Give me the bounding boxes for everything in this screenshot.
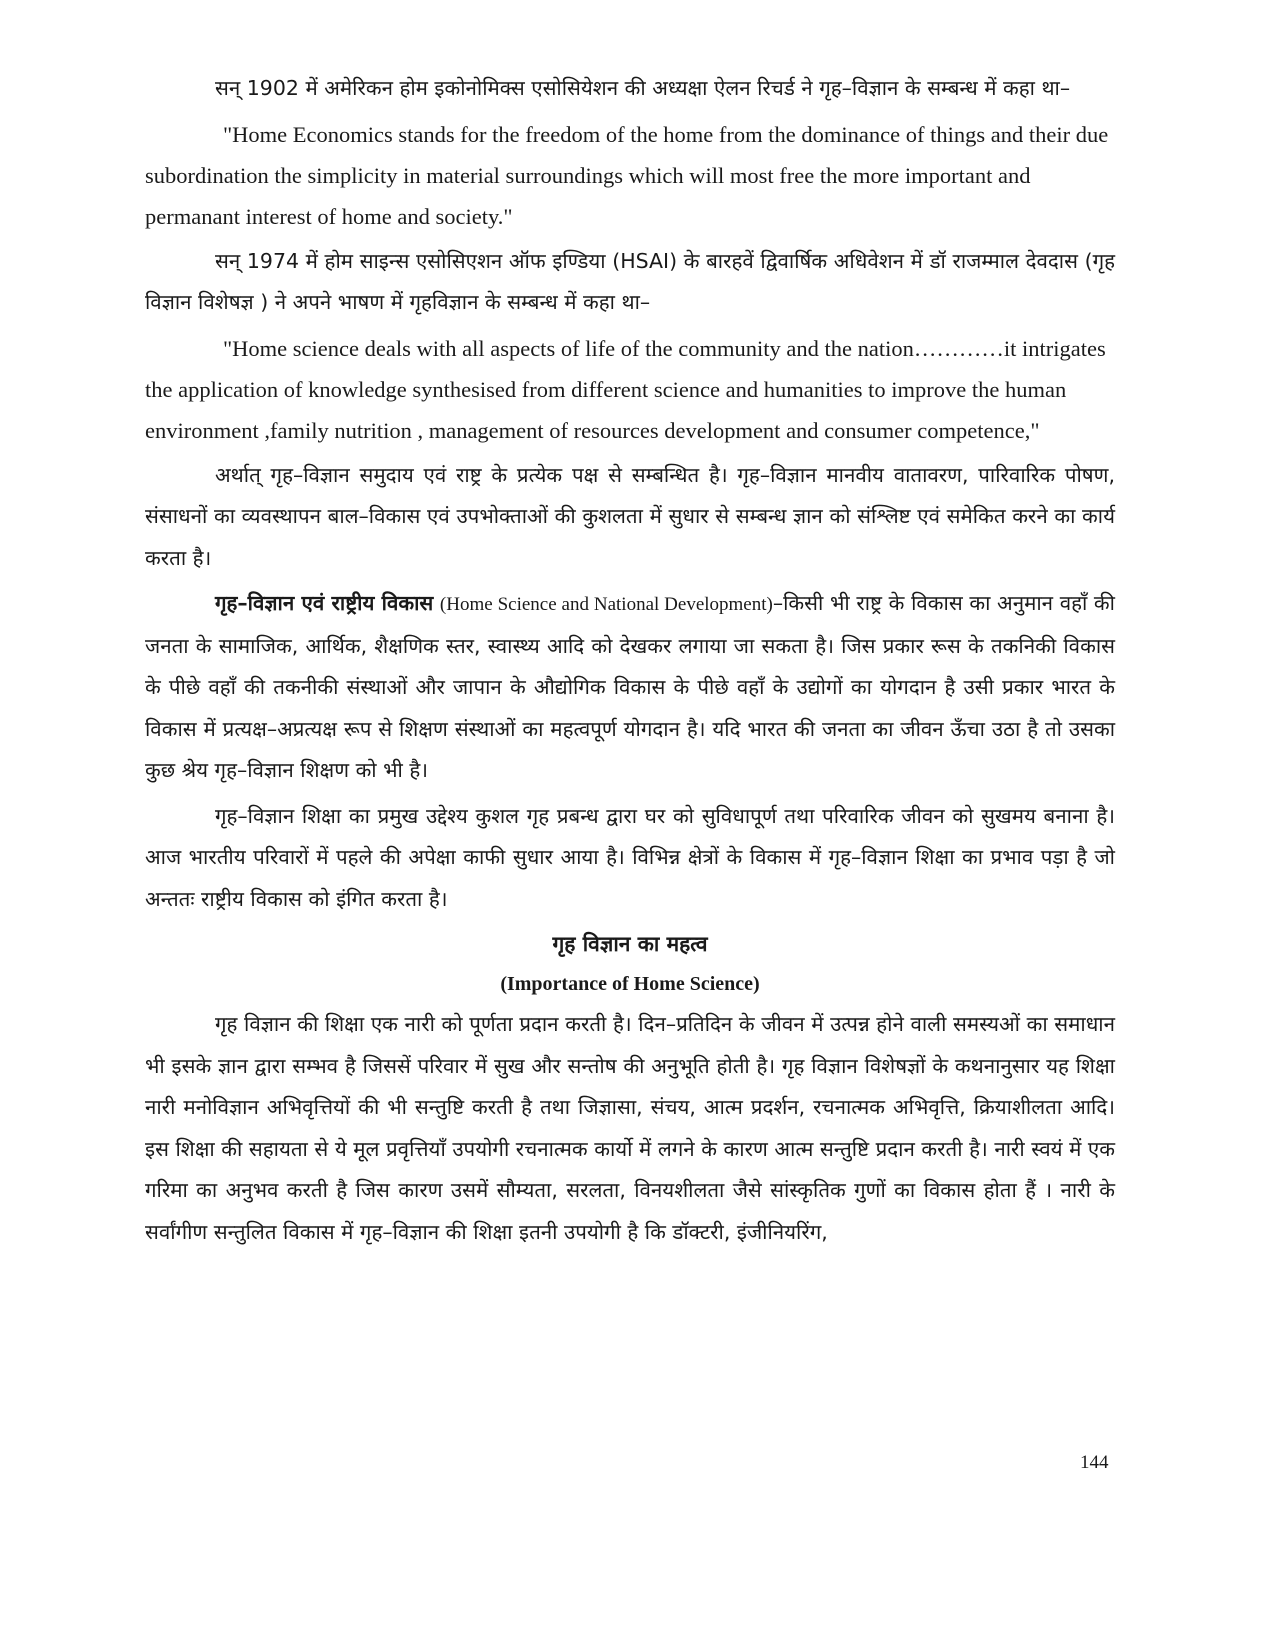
paragraph-summary: अर्थात् गृह–विज्ञान समुदाय एवं राष्ट्र के प्रत्येक पक्ष से सम्बन्धित है। गृह–विज्ञान मानवीय वातावरण, पारिवारिक पोषण, संसाधनों का व्यवस्थापन बाल–विकास एवं उपभोक्ताओं की कुशलता में सुधार से सम्बन्ध ज्ञान को संश्लिष्ट एवं समेकित करने का कार्य करता है। xyxy=(145,462,1115,570)
paragraph-home-science-objective: गृह–विज्ञान शिक्षा का प्रमुख उद्देश्य कुशल गृह प्रबन्ध द्वारा घर को सुविधापूर्ण तथा परिवारिक जीवन को सुखमय बनाना है। आज भारतीय परिवारों में पहले की अपेक्षा काफी सुधार आया है। विभिन्न क्षेत्रों के विकास में गृह–विज्ञान शिक्षा का प्रभाव पड़ा है जो अन्ततः राष्ट्रीय विकास को इंगित करता है। xyxy=(145,803,1115,911)
section-title-national-development: गृह–विज्ञान एवं राष्ट्रीय विकास xyxy=(215,591,434,615)
quote-home-science: "Home science deals with all aspects of life of the community and the nation…………it intrigates the application of knowledge synthesised from different science and humanities to improve the human environment ,family nutrition , management of resources development and consumer competence," xyxy=(145,335,1106,443)
quote-home-economics: "Home Economics stands for the freedom of the home from the dominance of things and their due subordination the simplicity in material surroundings which will most free the more important and permanant interest of home and society." xyxy=(145,121,1109,229)
paragraph-national-development-text: –किसी भी राष्ट्र के विकास का अनुमान वहाँ की जनता के सामाजिक, आर्थिक, शैक्षणिक स्तर, स्वास्थ्य आदि को देखकर लगाया जा सकता है। जिस प्रकार रूस के तकनिकी विकास के पीछे वहाँ की तकनीकी संस्थाओं और जापान के औद्योगिक विकास के पीछे वहाँ के उद्योगों का योगदान है उसी प्रकार भारत के विकास में प्रत्यक्ष–अप्रत्यक्ष रूप से शिक्षण संस्थाओं का महत्वपूर्ण योगदान है। यदि भारत की जनता का जीवन ऊँचा उठा है तो उसका कुछ श्रेय गृह–विज्ञान शिक्षण को भी है। xyxy=(145,591,1115,782)
paragraph-hsai-intro: सन् 1974 में होम साइन्स एसोसिएशन ऑफ इण्डिया (HSAI) के बारहवें द्विवार्षिक अधिवेशन में डॉ राजम्माल देवदास (गृह विज्ञान विशेषज्ञ ) ने अपने भाषण में गृहविज्ञान के सम्बन्ध में कहा था– xyxy=(145,248,1115,314)
page-body xyxy=(145,68,1115,1253)
page-number: 144 xyxy=(1080,1452,1109,1473)
paragraph-national-development xyxy=(145,583,1115,792)
paragraph-ellen-richards-intro: सन् 1902 में अमेरिकन होम इकोनोमिक्स एसोसियेशन की अध्यक्षा ऐलन रिचर्ड ने गृह–विज्ञान के सम्बन्ध में कहा था– xyxy=(215,76,1071,100)
heading-importance-hindi: गृह विज्ञान का महत्व xyxy=(552,932,708,956)
section-title-english: (Home Science and National Development) xyxy=(439,594,773,615)
heading-importance-english: (Importance of Home Science) xyxy=(500,973,760,995)
paragraph-importance: गृह विज्ञान की शिक्षा एक नारी को पूर्णता प्रदान करती है। दिन–प्रतिदिन के जीवन में उत्पन्न होने वाली समस्यओं का समाधान भी इसके ज्ञान द्वारा सम्भव है जिससें परिवार में सुख और सन्तोष की अनुभूति होती है। गृह विज्ञान विशेषज्ञों के कथनानुसार यह शिक्षा नारी मनोविज्ञान अभिवृत्तियों की भी सन्तुष्टि करती है तथा जिज्ञासा, संचय, आत्म प्रदर्शन, रचनात्मक अभिवृत्ति, क्रियाशीलता आदि। इस शिक्षा की सहायता से ये मूल प्रवृत्तियाँ उपयोगी रचनात्मक कार्यो में लगने के कारण आत्म सन्तुष्टि प्रदान करती है। नारी स्वयं में एक गरिमा का अनुभव करती है जिस कारण उसमें सौम्यता, सरलता, विनयशीलता जैसे सांस्कृतिक गुणों का विकास होता हैं । नारी के सर्वांगीण सन्तुलित विकास में गृह–विज्ञान की शिक्षा इतनी उपयोगी है कि डॉक्टरी, इंजीनियरिंग, xyxy=(145,1012,1115,1244)
